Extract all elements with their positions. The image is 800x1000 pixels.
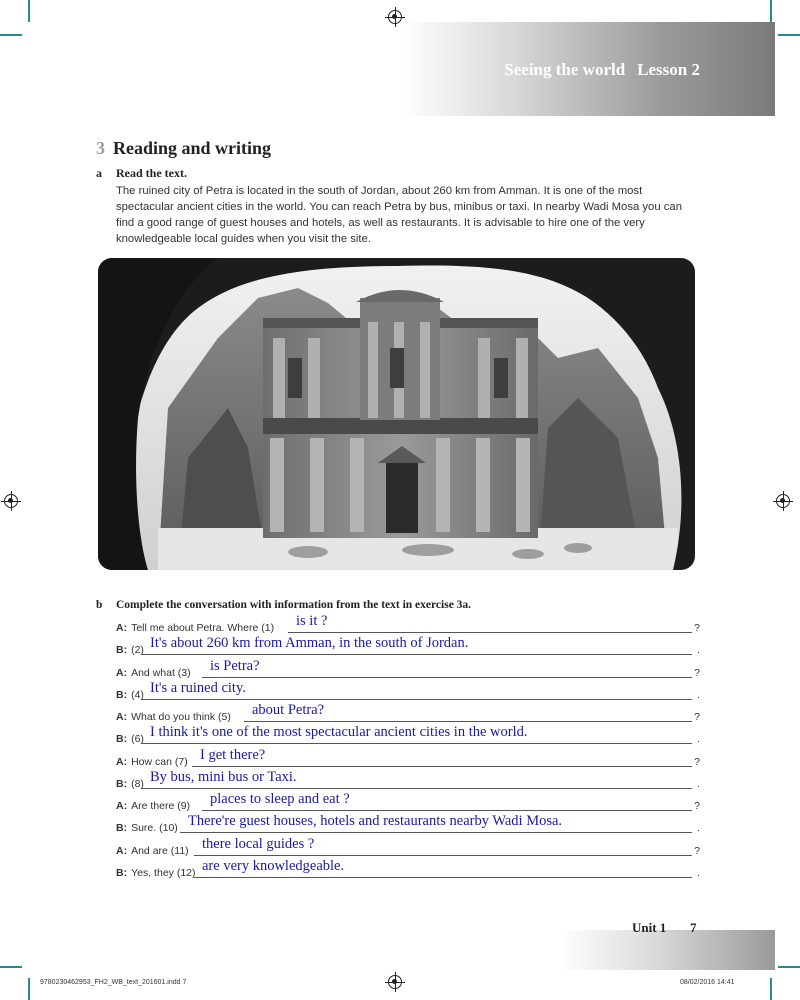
header-section-title: Seeing the world	[504, 60, 626, 79]
answer-blank[interactable]	[194, 836, 692, 856]
dialogue-prefix	[116, 711, 231, 723]
prompt-text: Are there (9)	[131, 800, 191, 812]
speaker-label: B:	[116, 644, 128, 656]
answer-blank[interactable]	[244, 702, 692, 722]
line-end-punctuation: ?	[694, 845, 700, 857]
answer-blank[interactable]	[192, 747, 692, 767]
speaker-label: B:	[116, 867, 128, 879]
handwritten-answer: I get there?	[200, 747, 266, 763]
dialogue-prefix	[116, 778, 144, 790]
speaker-label: B:	[116, 822, 128, 834]
answer-blank[interactable]	[202, 658, 692, 678]
speaker-label: B:	[116, 689, 128, 701]
petra-photo-illustration	[98, 258, 695, 570]
crop-mark	[770, 978, 772, 1000]
dialogue-prefix	[116, 667, 191, 679]
page-number: 7	[690, 920, 697, 935]
task-a-instruction: Read the text.	[116, 166, 187, 180]
task-b-instruction: Complete the conversation with information from the text in exercise 3a.	[116, 599, 472, 611]
answer-blank[interactable]	[202, 791, 692, 811]
handwritten-answer: about Petra?	[252, 702, 325, 718]
dialogue-prefix	[116, 845, 189, 857]
section-number: 3	[96, 138, 105, 158]
crop-mark	[770, 0, 772, 22]
handwritten-answer: is Petra?	[210, 658, 260, 674]
crop-mark	[778, 966, 800, 968]
registration-mark-icon	[388, 10, 402, 24]
line-end-punctuation: .	[697, 733, 700, 745]
dialogue-line	[116, 769, 700, 793]
dialogue-line	[116, 813, 700, 837]
speaker-label: A:	[116, 622, 128, 634]
prompt-text: Yes, they (12)	[131, 867, 196, 879]
dialogue-line	[116, 724, 700, 748]
handwritten-answer: By bus, mini bus or Taxi.	[150, 769, 297, 785]
line-end-punctuation: .	[697, 689, 700, 701]
unit-label: Unit 1	[632, 920, 667, 935]
speaker-label: A:	[116, 800, 128, 812]
print-slug-file: 9780230462953_FH2_WB_text_201601.indd 7	[40, 979, 187, 986]
handwritten-answer: It's about 260 km from Amman, in the south of Jordan.	[150, 635, 469, 651]
dialogue-prefix	[116, 800, 190, 812]
answer-blank[interactable]	[142, 769, 692, 789]
print-slug-date: 08/02/2016 14:41	[680, 979, 735, 986]
task-b-heading	[96, 599, 471, 611]
dialogue-prefix	[116, 689, 144, 701]
speaker-label: A:	[116, 667, 128, 679]
section-heading	[96, 138, 271, 159]
answer-blank[interactable]	[180, 813, 692, 833]
dialogue-prefix	[116, 756, 188, 768]
speaker-label: A:	[116, 756, 128, 768]
answer-blank[interactable]	[288, 613, 692, 633]
reading-passage: The ruined city of Petra is located in the south of Jordan, about 260 km from Amman. It is one of the most spectacular ancient cities in the world. You can reach Petra by bus, minibus or taxi. In nearby Wadi Mosa you can find a good range of guest houses and hotels, as well as restaurants. It is advisable to hire one of the very knowledgeable local guides when you visit the site.	[116, 185, 682, 245]
task-a-letter: a	[96, 166, 102, 180]
crop-mark	[778, 34, 800, 36]
line-end-punctuation: ?	[694, 667, 700, 679]
answer-blank[interactable]	[142, 680, 692, 700]
prompt-text: What do you think (5)	[131, 711, 231, 723]
crop-mark	[0, 34, 22, 36]
speaker-label: B:	[116, 778, 128, 790]
answer-blank[interactable]	[142, 724, 692, 744]
line-end-punctuation: .	[697, 867, 700, 879]
dialogue-line	[116, 680, 700, 704]
header-title	[504, 60, 700, 80]
handwritten-answer: I think it's one of the most spectacular ancient cities in the world.	[150, 724, 528, 740]
dialogue-prefix	[116, 644, 144, 656]
prompt-text: Sure. (10)	[131, 822, 178, 834]
answer-blank[interactable]	[142, 635, 692, 655]
registration-mark-icon	[388, 975, 402, 989]
prompt-text: (4)	[131, 689, 144, 701]
speaker-label: B:	[116, 733, 128, 745]
dialogue-line	[116, 858, 700, 882]
crop-mark	[28, 0, 30, 22]
handwritten-answer: There're guest houses, hotels and restaurants nearby Wadi Mosa.	[188, 813, 563, 829]
dialogue-prefix	[116, 733, 144, 745]
speaker-label: A:	[116, 845, 128, 857]
task-a-heading	[96, 166, 187, 181]
prompt-text: Tell me about Petra. Where (1)	[131, 622, 275, 634]
handwritten-answer: are very knowledgeable.	[202, 858, 345, 874]
section-title: Reading and writing	[113, 138, 272, 158]
line-end-punctuation: .	[697, 644, 700, 656]
line-end-punctuation: .	[697, 822, 700, 834]
prompt-text: (6)	[131, 733, 144, 745]
line-end-punctuation: ?	[694, 711, 700, 723]
dialogue-prefix	[116, 622, 274, 634]
handwritten-answer: is it ?	[296, 613, 328, 629]
crop-mark	[28, 978, 30, 1000]
answer-blank[interactable]	[194, 858, 692, 878]
registration-mark-icon	[4, 494, 18, 508]
registration-mark-icon	[776, 494, 790, 508]
line-end-punctuation: .	[697, 778, 700, 790]
dialogue-prefix	[116, 822, 178, 834]
handwritten-answer: It's a ruined city.	[150, 680, 246, 696]
prompt-text: And are (11)	[131, 845, 189, 857]
petra-monastery-photo	[98, 258, 695, 570]
prompt-text: How can (7)	[131, 756, 188, 768]
line-end-punctuation: ?	[694, 756, 700, 768]
prompt-text: (2)	[131, 644, 144, 656]
speaker-label: A:	[116, 711, 128, 723]
footer-banner	[560, 930, 775, 970]
handwritten-answer: there local guides ?	[202, 836, 315, 852]
handwritten-answer: places to sleep and eat ?	[210, 791, 350, 807]
task-b-letter: b	[96, 599, 103, 611]
header-lesson: Lesson 2	[637, 60, 700, 79]
line-end-punctuation: ?	[694, 622, 700, 634]
prompt-text: (8)	[131, 778, 144, 790]
dialogue-prefix	[116, 867, 196, 879]
prompt-text: And what (3)	[131, 667, 191, 679]
dialogue-line	[116, 635, 700, 659]
line-end-punctuation: ?	[694, 800, 700, 812]
crop-mark	[0, 966, 22, 968]
